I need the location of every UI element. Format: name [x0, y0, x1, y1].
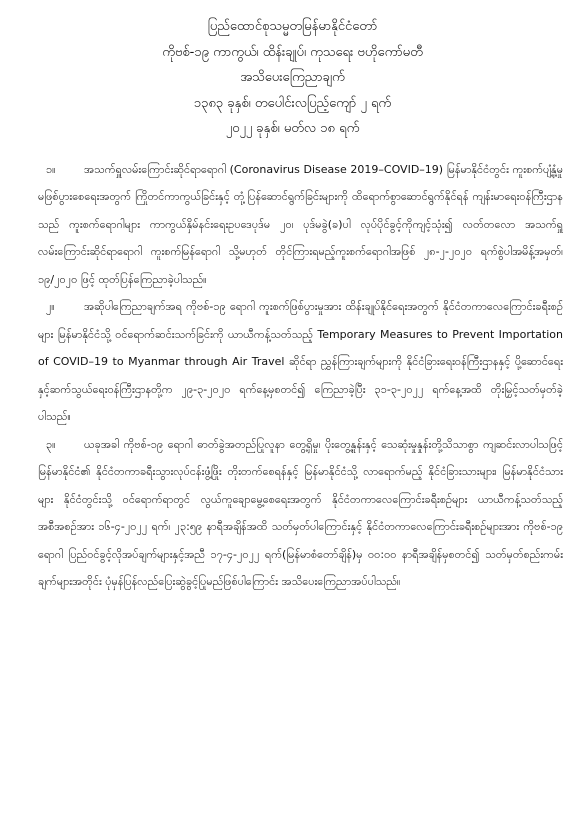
header-country-line: ပြည်ထောင်စုသမ္မတမြန်မာနိုင်ငံတော်: [207, 19, 378, 34]
header-title-line: အသိပေးကြေညာချက်: [240, 70, 345, 85]
header-gregorian-date-line: ၂၀၂၂ ခုနှစ်၊ မတ်လ ၁၈ ရက်: [225, 121, 360, 136]
paragraph-3: [38, 431, 563, 596]
paragraph-text: အသက်ရှူလမ်းကြောင်းဆိုင်ရာရောဂါ (Coronavirus Disease 2019–COVID–19) မြန်မာနိုင်ငံတွင်း ကူးစက်ပျံ့နှံ့မှု မဖြစ်ပွားစေရေးအတွက် ကြိုတင်ကာကွယ်ခြင်းနှင့် တုံ့ပြန်ဆောင်ရွက်ခြင်းများကို ထိရောက်စွာဆောင်ရွက်နိုင်ရန် ကျန်းမာရေးဝန်ကြီးဌာနသည် ကူးစက်ရောဂါများ ကာကွယ်နှိမ်နင်းရေးဥပဒေပုဒ်မ ၂၀၊ ပုဒ်မခွဲ(ခ)ပါ လုပ်ပိုင်ခွင့်ကိုကျင့်သုံး၍ လတ်တလော အသက်ရှူလမ်းကြောင်းဆိုင်ရာရောဂါ ကူးစက်မြန်ရောဂါ သို့မဟုတ် တိုင်ကြားရမည့်ကူးစက်ရောဂါအဖြစ် ၂၈-၂-၂၀၂၀ ရက်စွဲပါအမိန့်အမှတ်၊ ၁၉/၂၀၂၀ ဖြင့် ထုတ်ပြန်ကြေညာခဲ့ပါသည်။: [38, 162, 563, 286]
paragraph-2: [38, 293, 563, 431]
paragraph-number: ၂။: [46, 300, 55, 313]
paragraph-1: [38, 156, 563, 294]
announcement-body: [38, 156, 563, 596]
paragraph-text: ယခုအခါ ကိုဗစ်-၁၉ ရောဂါ ဓာတ်ခွဲအတည်ပြုလူနာ တွေ့ရှိမှု၊ ပိုးတွေ့နှုန်းနှင့် သေဆုံးမှုနှုန်းတို့သိသာစွာ ကျဆင်းလာပါသဖြင့် မြန်မာနိုင်ငံ၏ နိုင်ငံတကာခရီးသွားလုပ်ငန်းဖွံ့ဖြိုး တိုးတက်စေရန်နှင့် မြန်မာနိုင်ငံသို့ လာရောက်မည့် နိုင်ငံခြားသားများ၊ မြန်မာနိုင်ငံသားများ နိုင်ငံတွင်းသို့ ဝင်ရောက်ရာတွင် လွယ်ကူချောမွေ့စေရေးအတွက် နိုင်ငံတကာလေကြောင်းခရီးစဉ်များ ယာယီကန့်သတ်သည့်အစီအစဉ်အား ၁၆-၄-၂၀၂၂ ရက်၊ ၂၃:၅၉ နာရီအချိန်အထိ သတ်မှတ်ပါကြောင်းနှင့် နိုင်ငံတကာလေကြောင်းခရီးစဉ်များအား ကိုဗစ်-၁၉ ရောဂါ ပြည်ဝင်ခွင့်လိုအပ်ချက်များနှင့်အညီ ၁၇-၄-၂၀၂၂ ရက်(မြန်မာစံတော်ချိန်)မှ ၀၀:၀၀ နာရီအချိန်မှစတင်၍ သတ်မှတ်စည်းကမ်းချက်များအတိုင်း ပုံမှန်ပြန်လည်ပြေးဆွဲခွင့်ပြုမည်ဖြစ်ပါကြောင်း အသိပေးကြေညာအပ်ပါသည်။: [38, 437, 563, 588]
paragraph-text: အဆိုပါကြေညာချက်အရ ကိုဗစ်-၁၉ ရောဂါ ကူးစက်ဖြစ်ပွားမှုအား ထိန်းချုပ်နိုင်ရေးအတွက် နိုင်ငံတကာလေကြောင်းခရီးစဉ်များ မြန်မာနိုင်ငံသို့ ဝင်ရောက်ဆင်းသက်ခြင်းကို ယာယီကန့်သတ်သည့် Temporary Measures to Prevent Importation of COVID–19 to Myanmar through Air Travel ဆိုင်ရာ ညွှန်ကြားချက်များကို နိုင်ငံခြားရေးဝန်ကြီးဌာနနှင့် ပို့ဆောင်ရေးနှင့်ဆက်သွယ်ရေးဝန်ကြီးဌာနတို့က ၂၉-၃-၂၀၂၀ ရက်နေ့မှစတင်၍ ကြေညာခဲ့ပြီး ၃၁-၃-၂၀၂၂ ရက်နေ့အထိ တိုးမြှင့်သတ်မှတ်ခဲ့ပါသည်။: [38, 300, 563, 423]
paragraph-number: ၁။: [46, 162, 56, 176]
header-committee-line: ကိုဗစ်-၁၉ ကာကွယ်၊ ထိန်းချုပ်၊ ကုသရေး ဗဟိုကော်မတီ: [162, 44, 423, 60]
announcement-header: [22, 14, 563, 142]
paragraph-number: ၃။: [46, 437, 56, 451]
header-myanmar-date-line: ၁၃၈၃ ခုနှစ်၊ တပေါင်းလပြည့်ကျော် ၂ ရက်: [193, 95, 392, 111]
